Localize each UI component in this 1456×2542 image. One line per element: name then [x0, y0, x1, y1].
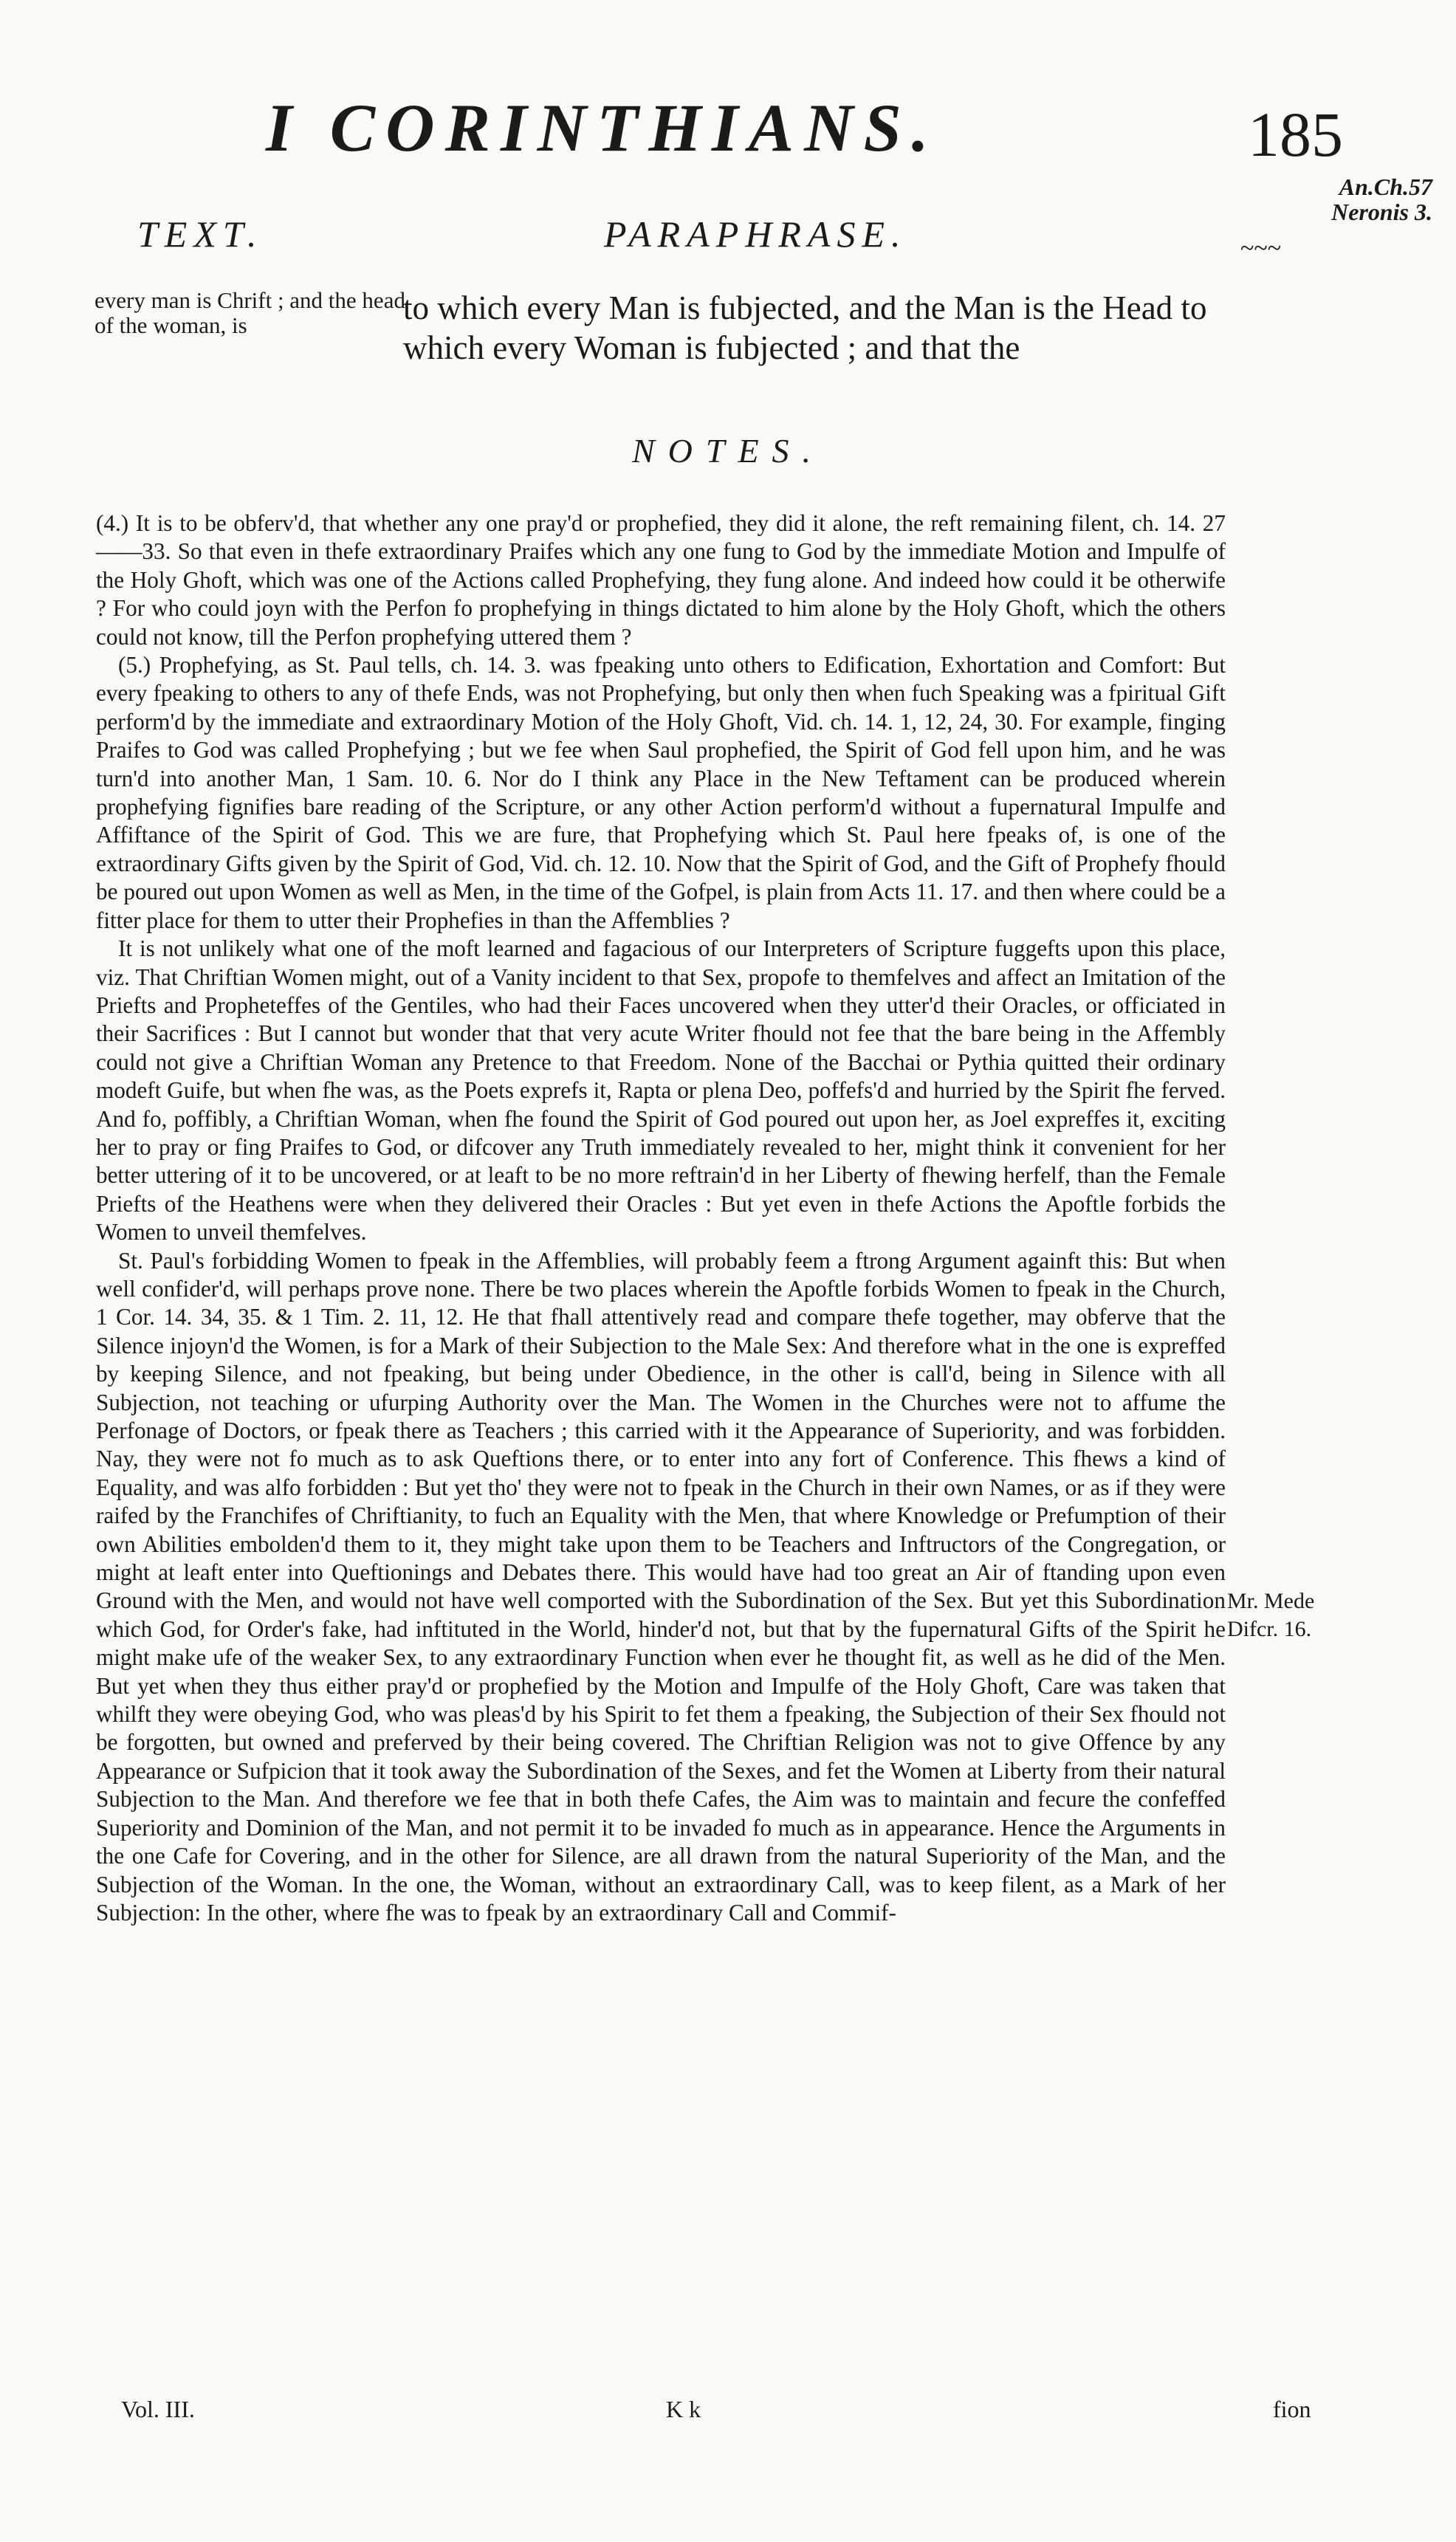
note-paragraph: It is not unlikely what one of the moft learned and fagacious of our Interpreters of Scripture fuggefts upon this place, viz. That Chriftian Women might, out of a Vanity incident to that Sex, propofe to themfelves and affect an Imitation of the Priefts and Propheteffes of the Gentiles, who had their Faces uncovered when they utter'd their Oracles, or officiated in their Sacrifices : But I cannot but wonder that that very acute Writer fhould not fee that the bare being in the Affembly could not give a Chriftian Woman any Pretence to that Freedom. None of the Bacchai or Pythia quitted their ordinary modeft Guife, but when fhe was, as the Poets exprefs it, Rapta or plena Deo, poffefs'd and hurried by the Spirit fhe ferved. And fo, poffibly, a Chriftian Woman, when fhe found the Spirit of God poured out upon her, as Joel expreffes it, exciting her to pray or fing Praifes to God, or difcover any Truth immediately revealed to her, might think it convenient for her better uttering of it to be uncovered, or at leaft to be no more reftrain'd in her Liberty of fhewing herfelf, than the Female Priefts of the Heathens were when they delivered their Oracles : But yet even in thefe Actions the Apoftle forbids the Women to unveil themfelves. [96, 935, 1226, 1246]
margin-date [1255, 174, 1432, 224]
text-column-heading: TEXT. [137, 213, 264, 255]
notes-body [96, 509, 1226, 1927]
note-paragraph: St. Paul's forbidding Women to fpeak in the Affemblies, will probably feem a ftrong Argument againft this: But when well confider'd, will perhaps prove none. There be two places wherein the Apoftle forbids Women to fpeak in the Church, 1 Cor. 14. 34, 35. & 1 Tim. 2. 11, 12. He that fhall attentively read and compare thefe together, may obferve that the Silence injoyn'd the Women, is for a Mark of their Subjection to the Male Sex: And therefore what in the one is expreffed by keeping Silence, and not fpeaking, but being under Obedience, in the other is call'd, being in Silence with all Subjection, not teaching or ufurping Authority over the Man. The Women in the Churches were not to affume the Perfonage of Doctors, or fpeak there as Teachers ; this carried with it the Appearance of Superiority, and was forbidden. Nay, they were not fo much as to ask Queftions there, or to enter into any fort of Conference. This fhews a kind of Equality, and was alfo forbidden : But yet tho' they were not to fpeak in the Church in their own Names, or as if they were raifed by the Franchifes of Chriftianity, to fuch an Equality with the Men, that where Knowledge or Prefumption of their own Abilities embolden'd them to it, they might take upon them to be Teachers and Inftructors of the Congregation, or might at leaft enter into Queftionings and Debates there. This would have had too great an Air of ftanding upon even Ground with the Men, and would not have well comported with the Subordination of the Sex. But yet this Subordination which God, for Order's fake, had inftituted in the World, hinder'd not, but that by the fupernatural Gifts of the Spirit he might make ufe of the weaker Sex, to any extraordinary Function when ever he thought fit, as well as he did of the Men. But yet when they thus either pray'd or prophefied by the Motion and Impulfe of the Holy Ghoft, Care was taken that whilft they were obeying God, who was pleas'd by his Spirit to fet them a fpeaking, the Subjection of their Sex fhould not be forgotten, but owned and preferved by their being covered. The Chriftian Religion was not to give Offence by any Appearance or Sufpicion that it took away the Subordination of the Sexes, and fet the Women at Liberty from their natural Subjection to the Man. And therefore we fee that in both thefe Cafes, the Aim was to maintain and fecure the confeffed Superiority and Dominion of the Man, and not permit it to be invaded fo much as in appearance. Hence the Arguments in the one Cafe for Covering, and in the other for Silence, are all drawn from the natural Superiority of the Man, and the Subjection of the Woman. In the one, the Woman, without an extraordinary Call, was to keep filent, as a Mark of her Subjection: In the other, where fhe was to fpeak by an extraordinary Call and Commif- [96, 1247, 1226, 1926]
margin-date-year: An.Ch.57 [1339, 174, 1432, 200]
footer-signature: K k [666, 2396, 701, 2422]
paraphrase-column-heading: PARAPHRASE. [604, 213, 907, 255]
margin-date-reign: Neronis 3. [1331, 199, 1432, 225]
notes-heading: NOTES. [631, 432, 825, 470]
footer-volume: Vol. III. [121, 2396, 195, 2422]
footer-catchword: fion [1273, 2396, 1311, 2422]
page-number: 185 [1248, 99, 1343, 170]
note-paragraph: (5.) Prophefying, as St. Paul tells, ch. 14. 3. was fpeaking unto others to Edification, Exhortation and Comfort: But every fpeaking to others to any of thefe Ends, was not Prophefying, but only then when fuch Speaking was a fpiritual Gift perform'd by the immediate and extraordinary Motion of the Holy Ghoft, Vid. ch. 14. 1, 12, 24, 30. For example, finging Praifes to God was called Prophefying ; but we fee when Saul prophefied, the Spirit of God fell upon him, and he was turn'd into another Man, 1 Sam. 10. 6. Nor do I think any Place in the New Teftament can be produced wherein prophefying fignifies bare reading of the Scripture, or any other Action perform'd without a fupernatural Impulfe and Affiftance of the Spirit of God. This we are fure, that Prophefying which St. Paul here fpeaks of, is one of the extraordinary Gifts given by the Spirit of God, Vid. ch. 12. 10. Now that the Spirit of God, and the Gift of Prophefy fhould be poured out upon Women as well as Men, in the time of the Gofpel, is plain from Acts 11. 17. and then where could be a fitter place for them to utter their Prophefies in than the Affemblies ? [96, 652, 1226, 933]
ornament-icon: ~~~ [1240, 235, 1282, 262]
margin-note-author: Mr. Mede [1227, 1589, 1315, 1613]
scripture-text: every man is Chrift ; and the head of the woman, is [95, 287, 405, 338]
paraphrase-text: to which every Man is fubjected, and the Man is the Head to which every Woman is fubjected ; and that the [403, 289, 1207, 366]
note-paragraph: (4.) It is to be obferv'd, that whether any one pray'd or prophefied, they did it alone, the reft remaining filent, ch. 14. 27——33. So that even in thefe extraordinary Praifes which any one fung to God by the immediate Motion and Impulfe of the Holy Ghoft, which was one of the Actions called Prophefying, they fung alone. And indeed how could it be otherwife ? For who could joyn with the Perfon fo prophefying in things dictated to him alone by the Holy Ghoft, which the others could not know, till the Perfon prophefying uttered them ? [96, 510, 1226, 650]
page-title: I CORINTHIANS. [266, 90, 939, 165]
margin-note-reference: Difcr. 16. [1227, 1617, 1312, 1641]
